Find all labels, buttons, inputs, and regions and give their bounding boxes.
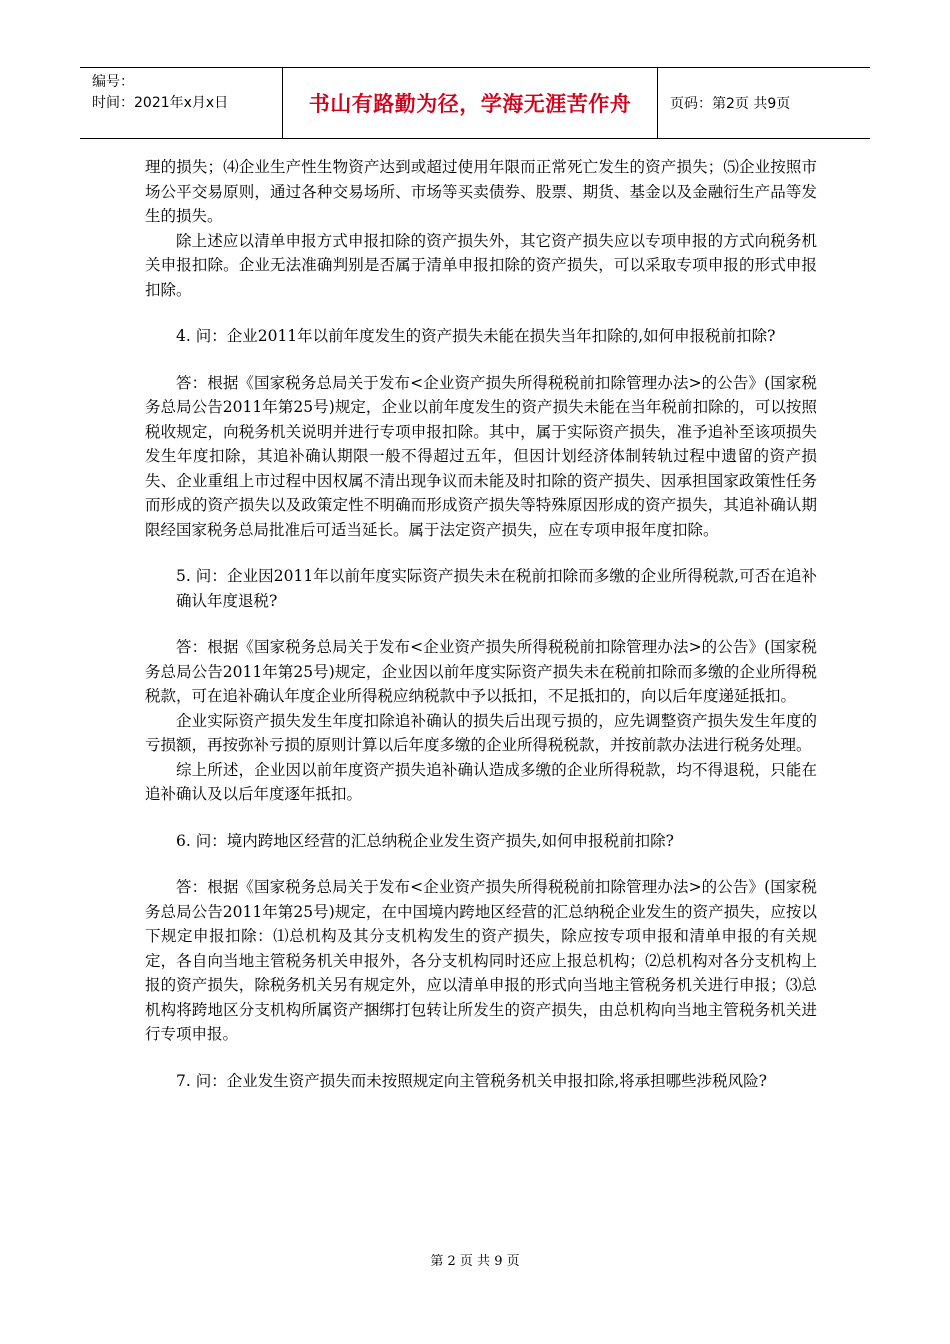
question-4: 4. 问：企业2011年以前年度发生的资产损失未能在损失当年扣除的,如何申报税前扣除?: [176, 327, 776, 345]
page-footer: 第 2 页 共 9 页: [430, 1254, 520, 1269]
header-meta: [80, 68, 283, 138]
header-page-info: 页码：第2页 共9页: [670, 96, 791, 112]
answer-6: 答：根据《国家税务总局关于发布<企业资产损失所得税税前扣除管理办法>的公告》(国家税务总局公告2011年第25号)规定，在中国境内跨地区经营的汇总纳税企业发生的资产损失，应按以下规定申报扣除：⑴总机构及其分支机构发生的资产损失，除应按专项申报和清单申报的有关规定，各自向当地主管税务机关申报外，各分支机构同时还应上报总机构；⑵总机构对各分支机构上报的资产损失，除税务机关另有规定外，应以清单申报的形式向当地主管税务机关进行申报；⑶总机构将跨地区分支机构所属资产捆绑打包转让所发生的资产损失，由总机构向当地主管税务机关进行专项申报。: [145, 878, 817, 1043]
paragraph-continued: 理的损失；⑷企业生产性生物资产达到或超过使用年限而正常死亡发生的资产损失；⑸企业按照市场公平交易原则，通过各种交易场所、市场等买卖债券、股票、期货、基金以及金融衍生产品等发生的损失。: [145, 158, 817, 225]
document-body: [145, 155, 817, 1115]
header-table: [80, 67, 870, 139]
answer-5-paragraph-3: 综上所述，企业因以前年度资产损失追补确认造成多缴的企业所得税款，均不得退税，只能在追补确认及以后年度逐年抵扣。: [145, 760, 817, 803]
question-5: 5. 问：企业因2011年以前年度实际资产损失未在税前扣除而多缴的企业所得税款,可否在追补确认年度退税?: [176, 567, 817, 610]
document-number-label: 编号：: [92, 74, 134, 90]
answer-4: 答：根据《国家税务总局关于发布<企业资产损失所得税税前扣除管理办法>的公告》(国家税务总局公告2011年第25号)规定，企业以前年度发生的资产损失未能在当年税前扣除的，可以按照税收规定，向税务机关说明并进行专项申报扣除。其中，属于实际资产损失，准予追补至该项损失发生年度扣除，其追补确认期限一般不得超过五年，但因计划经济体制转轨过程中遗留的资产损失、企业重组上市过程中因权属不清出现争议而未能及时扣除的资产损失、因承担国家政策性任务而形成的资产损失以及政策定性不明确而形成资产损失等特殊原因形成的资产损失，其追补确认期限经国家税务总局批准后可适当延长。属于法定资产损失，应在专项申报年度扣除。: [145, 373, 817, 539]
paragraph-special-declaration: 除上述应以清单申报方式申报扣除的资产损失外，其它资产损失应以专项申报的方式向税务机关申报扣除。企业无法准确判别是否属于清单申报扣除的资产损失，可以采取专项申报的形式申报扣除。: [145, 231, 817, 299]
question-7: 7. 问：企业发生资产损失而未按照规定向主管税务机关申报扣除,将承担哪些涉税风险?: [176, 1071, 767, 1090]
answer-5-paragraph-2: 企业实际资产损失发生年度扣除追补确认的损失后出现亏损的，应先调整资产损失发生年度的亏损额，再按弥补亏损的原则计算以后年度多缴的企业所得税税款，并按前款办法进行税务处理。: [145, 711, 817, 754]
question-6: 6. 问：境内跨地区经营的汇总纳税企业发生资产损失,如何申报税前扣除?: [176, 831, 674, 850]
header-motto: 书山有路勤为径，学海无涯苦作舟: [283, 68, 658, 138]
document-time-label: 时间：2021年x月x日: [92, 95, 229, 111]
answer-5: 答：根据《国家税务总局关于发布<企业资产损失所得税税前扣除管理办法>的公告》(国家税务总局公告2011年第25号)规定，企业因以前年度实际资产损失未在税前扣除而多缴的企业所得税税款，可在追补确认年度企业所得税应纳税款中予以抵扣，不足抵扣的，向以后年度递延抵扣。: [145, 638, 817, 705]
